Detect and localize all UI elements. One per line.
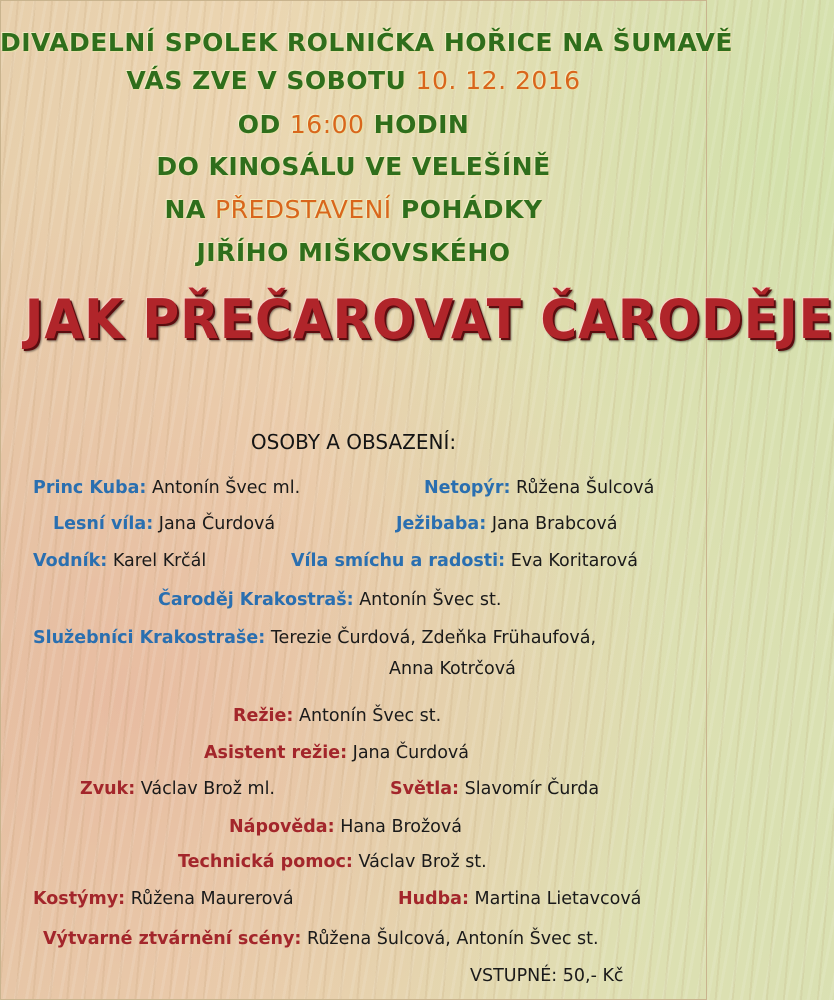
- crew-row-hudba: Hudba: Martina Lietavcová: [398, 889, 642, 909]
- cast-row-princ: Princ Kuba: Antonín Švec ml.: [33, 478, 301, 498]
- organizer-line: DIVADELNÍ SPOLEK ROLNIČKA HOŘICE NA ŠUMAVĚ: [0, 28, 733, 57]
- crew-row-technicka: Technická pomoc: Václav Brož st.: [178, 852, 487, 872]
- play-title: JAK PŘEČAROVAT ČARODĚJE: [24, 288, 834, 351]
- crew-row-asistent: Asistent režie: Jana Čurdová: [204, 743, 470, 763]
- event-date: 10. 12. 2016: [415, 66, 581, 95]
- cast-row-vila-smichu: Víla smíchu a radosti: Eva Koritarová: [291, 551, 638, 571]
- time-line: OD 16:00 HODIN: [237, 110, 470, 139]
- venue-line: DO KINOSÁLU VE VELEŠÍNĚ: [156, 152, 551, 181]
- cast-row-carodej: Čaroděj Krakostraš: Antonín Švec st.: [158, 590, 502, 610]
- date-line: VÁS ZVE V SOBOTU 10. 12. 2016: [126, 66, 581, 95]
- event-time: 16:00: [289, 110, 365, 139]
- cast-row-lesni-vila: Lesní víla: Jana Čurdová: [53, 514, 276, 534]
- crew-row-vytvarne: Výtvarné ztvárnění scény: Růžena Šulcová, Antonín Švec st.: [43, 929, 599, 949]
- crew-row-napoveda: Nápověda: Hana Brožová: [229, 817, 462, 837]
- crew-row-kostymy: Kostýmy: Růžena Maurerová: [33, 889, 294, 909]
- cast-heading: OSOBY A OBSAZENÍ:: [250, 430, 457, 454]
- crew-row-rezie: Režie: Antonín Švec st.: [233, 706, 442, 726]
- cast-row-jezibaba: Ježibaba: Jana Brabcová: [396, 514, 618, 534]
- crew-row-svetla: Světla: Slavomír Čurda: [390, 779, 600, 799]
- crew-row-zvuk: Zvuk: Václav Brož ml.: [80, 779, 275, 799]
- author-line: JIŘÍHO MIŠKOVSKÉHO: [196, 238, 511, 267]
- cast-row-netopyr: Netopýr: Růžena Šulcová: [424, 478, 655, 498]
- entry-fee: VSTUPNÉ: 50,- Kč: [470, 966, 624, 986]
- cast-row-vodnik: Vodník: Karel Krčál: [33, 551, 207, 571]
- performance-line: NA PŘEDSTAVENÍ POHÁDKY: [164, 195, 543, 224]
- cast-row-sluzebnici-cont: Anna Kotrčová: [389, 659, 516, 679]
- cast-row-sluzebnici: Služebníci Krakostraše: Terezie Čurdová, Zdeňka Frühaufová,: [33, 628, 597, 648]
